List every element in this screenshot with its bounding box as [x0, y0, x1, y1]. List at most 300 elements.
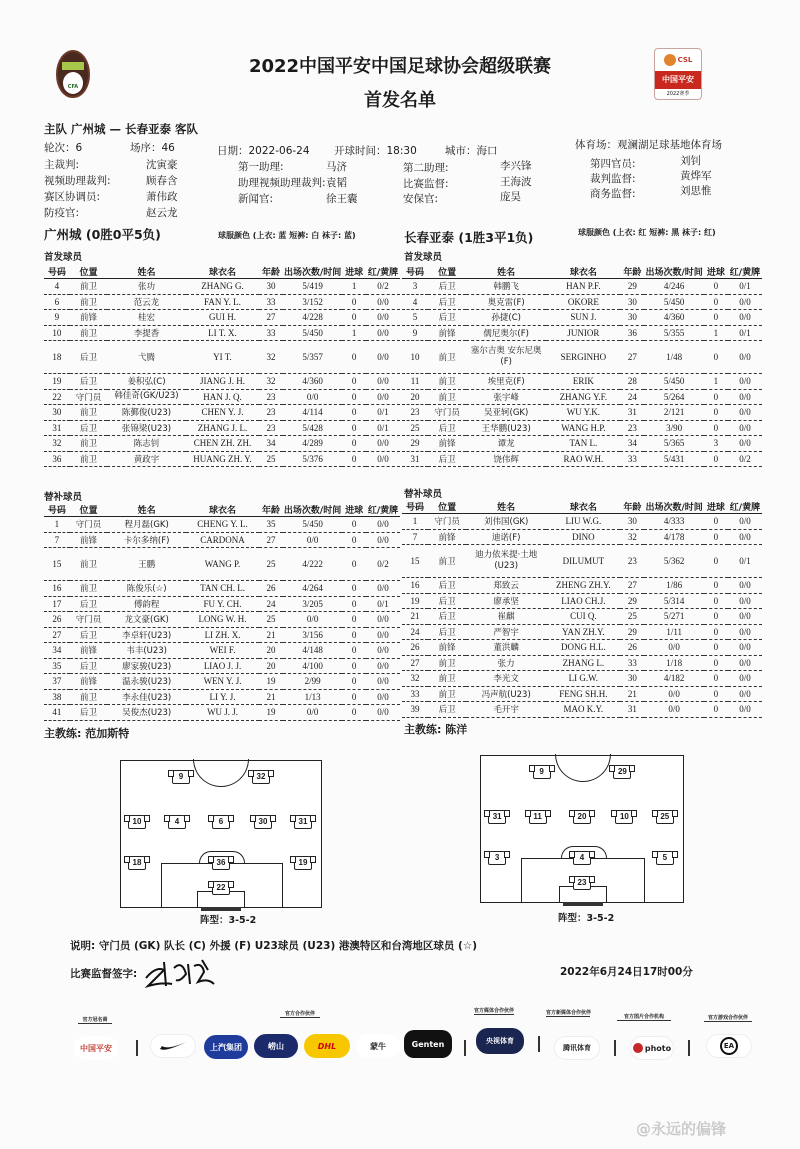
column-header: 进球 [704, 500, 728, 514]
name-cell: 毛开宇 [466, 702, 546, 718]
appearances-cell: 2/99 [283, 674, 342, 690]
cards-cell: 0/0 [366, 517, 400, 533]
age-cell: 27 [620, 341, 644, 374]
cards-cell: 0/1 [366, 405, 400, 421]
table-row [44, 279, 400, 295]
table-row [402, 529, 762, 545]
shirt-name-cell: RAO W.H. [546, 451, 620, 467]
goals-cell: 1 [704, 325, 728, 341]
age-cell: 30 [259, 279, 283, 295]
number-cell: 17 [44, 596, 70, 612]
match-date: 日期：2022-06-24 [217, 145, 310, 157]
age-cell: 29 [620, 593, 644, 609]
name-cell: 傅韵程 [107, 596, 186, 612]
player-shirt-icon: 5 [656, 851, 674, 865]
shirt-name-cell: CHEN ZH. ZH. [186, 436, 259, 452]
home-subs-label: 替补球员 [44, 492, 83, 503]
table-header-row [44, 265, 400, 279]
name-cell: 黄政宇 [107, 451, 186, 467]
cards-cell: 0/0 [728, 655, 762, 671]
shirt-name-cell: WANG H.P. [546, 420, 620, 436]
goals-cell: 0 [704, 405, 728, 421]
table-row [44, 643, 400, 659]
shirt-name-cell: SERGINHO [546, 341, 620, 374]
player-shirt-icon: 10 [615, 810, 633, 824]
player-shirt-icon: 29 [613, 765, 631, 779]
position-cell: 后卫 [428, 420, 466, 436]
position-cell: 前卫 [70, 689, 108, 705]
number-cell: 10 [44, 325, 70, 341]
shirt-name-cell: LI ZH. X. [186, 627, 259, 643]
cards-cell: 0/0 [366, 325, 400, 341]
position-cell: 前卫 [70, 405, 107, 421]
appearances-cell: 5/419 [283, 279, 342, 295]
sponsor-dhl: DHL [304, 1034, 350, 1058]
shirt-name-cell: ZHANG L. [546, 655, 620, 671]
age-cell: 27 [259, 532, 283, 548]
table-row [402, 624, 762, 640]
position-cell: 前卫 [70, 279, 107, 295]
age-cell: 24 [620, 389, 644, 405]
table-row [402, 686, 762, 702]
age-cell: 26 [620, 640, 644, 656]
name-cell: 廖家骏(U23) [107, 658, 186, 674]
cards-cell: 0/0 [366, 705, 400, 721]
appearances-cell: 5/450 [644, 374, 703, 390]
number-cell: 21 [402, 609, 428, 625]
appearances-cell: 3/152 [283, 294, 342, 310]
sponsor-saic: 上汽集团 [204, 1035, 248, 1059]
player-shirt-icon: 32 [252, 770, 270, 784]
column-header: 位置 [70, 265, 107, 279]
shirt-name-cell: ZHANG Y.F. [546, 389, 620, 405]
appearances-cell: 5/365 [644, 436, 703, 452]
column-header: 红/黄牌 [366, 503, 400, 517]
goals-cell: 0 [704, 609, 728, 625]
shirt-name-cell: DONG H.L. [546, 640, 620, 656]
position-cell: 后卫 [70, 596, 108, 612]
age-cell: 25 [259, 451, 283, 467]
table-row [402, 310, 762, 326]
shirt-name-cell: TAN L. [546, 436, 620, 452]
goals-cell: 0 [342, 451, 366, 467]
cards-cell: 0/1 [728, 279, 762, 295]
goals-cell: 0 [342, 517, 366, 533]
shirt-name-cell: ERIK [546, 374, 620, 390]
table-row [44, 581, 400, 597]
cards-cell: 0/0 [366, 341, 400, 374]
position-cell: 前锋 [428, 640, 466, 656]
number-cell: 22 [44, 389, 70, 405]
goals-cell: 0 [342, 405, 366, 421]
appearances-cell: 4/228 [283, 310, 342, 326]
position-cell: 前锋 [70, 532, 108, 548]
table-row [44, 325, 400, 341]
appearances-cell: 1/11 [644, 624, 703, 640]
away-formation: 阵型：3-5-2 [558, 913, 615, 924]
goals-cell: 1 [342, 279, 366, 295]
home-formation-pitch [120, 760, 322, 908]
name-cell: 儒尼奥尔(F) [466, 325, 546, 341]
player-shirt-icon: 31 [294, 815, 312, 829]
number-cell: 4 [44, 279, 70, 295]
age-cell: 30 [620, 514, 644, 530]
goals-cell: 0 [342, 643, 366, 659]
name-cell: 吴亚轲(GK) [466, 405, 546, 421]
player-shirt-icon: 9 [533, 765, 551, 779]
cards-cell: 0/0 [728, 405, 762, 421]
cards-cell: 0/0 [728, 420, 762, 436]
official-name: 刘思惟 [680, 185, 712, 197]
shirt-name-cell: MAO K.Y. [546, 702, 620, 718]
shirt-name-cell: CHEN Y. J. [186, 405, 259, 421]
player-shirt-icon: 11 [529, 810, 547, 824]
position-cell: 前锋 [428, 325, 466, 341]
shirt-name-cell: LI T. X. [186, 325, 259, 341]
document-title: 2022中国平安中国足球协会超级联赛 [248, 56, 552, 77]
age-cell: 33 [259, 325, 283, 341]
table-row [44, 389, 400, 405]
sponsor-group-title: 官方冠名商 [78, 1016, 112, 1024]
cards-cell: 0/1 [366, 596, 400, 612]
player-shirt-icon: 19 [294, 856, 312, 870]
cards-cell: 0/0 [728, 529, 762, 545]
table-row [402, 545, 762, 578]
age-cell: 36 [620, 325, 644, 341]
position-cell: 守门员 [70, 612, 108, 628]
number-cell: 5 [402, 310, 428, 326]
table-header-row [402, 265, 762, 279]
goals-cell: 1 [342, 325, 366, 341]
name-cell: 谭龙 [466, 436, 546, 452]
appearances-cell: 2/121 [644, 405, 703, 421]
cards-cell: 0/0 [366, 436, 400, 452]
number-cell: 16 [402, 578, 428, 594]
table-row [402, 405, 762, 421]
appearances-cell: 4/360 [644, 310, 703, 326]
column-header: 号码 [402, 265, 428, 279]
number-cell: 39 [402, 702, 428, 718]
appearances-cell: 5/450 [644, 294, 703, 310]
table-row [402, 702, 762, 718]
cards-cell: 0/0 [728, 578, 762, 594]
appearances-cell: 3/156 [283, 627, 342, 643]
cards-cell: 0/0 [366, 627, 400, 643]
appearances-cell: 0/0 [644, 640, 703, 656]
player-shirt-icon: 30 [254, 815, 272, 829]
name-cell: 郑致云 [466, 578, 546, 594]
cards-cell: 0/0 [366, 581, 400, 597]
appearances-cell: 0/0 [644, 686, 703, 702]
goals-cell: 0 [704, 686, 728, 702]
age-cell: 30 [620, 294, 644, 310]
age-cell: 23 [259, 420, 283, 436]
position-cell: 前卫 [70, 325, 107, 341]
name-cell: 塞尔吉奥 安东尼奥(F) [466, 341, 546, 374]
official-name: 徐王囊 [326, 193, 358, 205]
cards-cell: 0/1 [366, 420, 400, 436]
position-cell: 前卫 [428, 341, 466, 374]
cards-cell: 0/2 [366, 279, 400, 295]
sponsor-tencent-sports: 腾讯体育 [554, 1036, 600, 1060]
position-cell: 后卫 [428, 593, 466, 609]
match-number: 场序：46 [130, 142, 175, 154]
shirt-name-cell: GUI H. [186, 310, 259, 326]
name-cell: 龙文豪(GK) [107, 612, 186, 628]
watermark: @永远的偏锋 [636, 1120, 727, 1138]
position-cell: 前卫 [70, 436, 107, 452]
shirt-name-cell: YAN ZH.Y. [546, 624, 620, 640]
column-header: 球衣名 [546, 265, 620, 279]
name-cell: 孙捷(C) [466, 310, 546, 326]
sponsor-group-title: 官方图片合作机构 [617, 1013, 671, 1021]
shirt-name-cell: LI G.W. [546, 671, 620, 687]
away-formation-pitch [480, 755, 684, 903]
age-cell: 28 [620, 374, 644, 390]
goals-cell: 0 [342, 705, 366, 721]
number-cell: 31 [44, 420, 70, 436]
name-cell: 饶伟辉 [466, 451, 546, 467]
age-cell: 34 [259, 436, 283, 452]
cards-cell: 0/0 [366, 451, 400, 467]
goals-cell: 0 [704, 529, 728, 545]
player-shirt-icon: 4 [168, 815, 186, 829]
appearances-cell: 5/376 [283, 451, 342, 467]
number-cell: 32 [44, 436, 70, 452]
goals-cell: 0 [704, 578, 728, 594]
age-cell: 23 [259, 389, 283, 405]
table-row [44, 517, 400, 533]
age-cell: 35 [259, 517, 283, 533]
shirt-name-cell: LIAO CH.J. [546, 593, 620, 609]
nike-swoosh-icon [158, 1040, 188, 1052]
number-cell: 7 [402, 529, 428, 545]
appearances-cell: 5/450 [283, 517, 342, 533]
column-header: 位置 [70, 503, 108, 517]
goals-cell: 0 [342, 548, 366, 581]
age-cell: 33 [620, 451, 644, 467]
number-cell: 27 [44, 627, 70, 643]
age-cell: 21 [620, 686, 644, 702]
sponsor-group-title: 官方合作伙伴 [280, 1010, 320, 1018]
column-header: 姓名 [466, 265, 546, 279]
cards-cell: 0/0 [366, 674, 400, 690]
name-cell: 陈志钊 [107, 436, 186, 452]
appearances-cell: 3/90 [644, 420, 703, 436]
table-row [44, 310, 400, 326]
official-name: 李兴锋 [500, 160, 532, 172]
appearances-cell: 4/182 [644, 671, 703, 687]
column-header: 年龄 [259, 503, 283, 517]
goals-cell: 0 [704, 341, 728, 374]
shirt-name-cell: FAN Y. L. [186, 294, 259, 310]
number-cell: 34 [44, 643, 70, 659]
number-cell: 19 [402, 593, 428, 609]
cards-cell: 0/0 [366, 689, 400, 705]
appearances-cell: 4/246 [644, 279, 703, 295]
name-cell: 韩鹏飞 [466, 279, 546, 295]
cards-cell: 0/0 [728, 640, 762, 656]
column-header: 姓名 [466, 500, 546, 514]
shirt-name-cell: YI T. [186, 341, 259, 374]
appearances-cell: 0/0 [283, 612, 342, 628]
table-row [44, 596, 400, 612]
cards-cell: 0/0 [366, 658, 400, 674]
csl-logo: CSL 中国平安 2022赛季 [654, 48, 702, 100]
number-cell: 33 [402, 686, 428, 702]
column-header: 年龄 [620, 265, 644, 279]
home-kit-colors: 球服颜色 (上衣: 蓝 短裤: 白 袜子: 蓝) [218, 231, 356, 240]
position-cell: 后卫 [428, 279, 466, 295]
number-cell: 4 [402, 294, 428, 310]
cards-cell: 0/0 [728, 374, 762, 390]
player-shirt-icon: 36 [212, 856, 230, 870]
number-cell: 19 [44, 374, 70, 390]
appearances-cell: 0/0 [644, 702, 703, 718]
age-cell: 19 [259, 705, 283, 721]
name-cell: 张力 [466, 655, 546, 671]
goals-cell: 0 [342, 596, 366, 612]
appearances-cell: 1/48 [644, 341, 703, 374]
home-starters-table [44, 265, 400, 467]
column-header: 红/黄牌 [366, 265, 400, 279]
number-cell: 29 [402, 436, 428, 452]
age-cell: 23 [620, 545, 644, 578]
position-cell: 后卫 [428, 310, 466, 326]
document-subtitle: 首发名单 [364, 90, 436, 111]
shirt-name-cell: WEI F. [186, 643, 259, 659]
shirt-name-cell: LIU W.G. [546, 514, 620, 530]
table-row [44, 405, 400, 421]
column-header: 号码 [44, 265, 70, 279]
cfa-logo: CFA [56, 50, 90, 98]
column-header: 号码 [44, 503, 70, 517]
column-header: 出场次数/时间 [644, 265, 703, 279]
table-row [402, 420, 762, 436]
age-cell: 32 [620, 529, 644, 545]
appearances-cell: 1/18 [644, 655, 703, 671]
goals-cell: 0 [342, 689, 366, 705]
name-cell: 李永佳(U23) [107, 689, 186, 705]
position-cell: 前卫 [70, 451, 107, 467]
goals-cell: 0 [704, 671, 728, 687]
cards-cell: 0/0 [728, 310, 762, 326]
appearances-cell: 5/450 [283, 325, 342, 341]
sponsor-pingan: 中国平安 [74, 1036, 118, 1060]
number-cell: 27 [402, 655, 428, 671]
official-name: 庞昊 [500, 191, 521, 203]
goals-cell: 0 [704, 420, 728, 436]
name-cell: 迪诺(F) [466, 529, 546, 545]
appearances-cell: 1/86 [644, 578, 703, 594]
cards-cell: 0/0 [366, 532, 400, 548]
appearances-cell: 5/428 [283, 420, 342, 436]
position-cell: 前卫 [70, 548, 108, 581]
table-row [44, 627, 400, 643]
name-cell: 吴俊杰(U23) [107, 705, 186, 721]
goals-cell: 0 [342, 294, 366, 310]
column-header: 球衣名 [186, 265, 259, 279]
name-cell: 迪力依米提·土地(U23) [466, 545, 546, 578]
age-cell: 34 [620, 436, 644, 452]
position-cell: 守门员 [428, 405, 466, 421]
sponsor-laoshan: 崂山 [254, 1034, 298, 1058]
name-cell: 王华鹏(U23) [466, 420, 546, 436]
column-header: 出场次数/时间 [644, 500, 703, 514]
sponsor-mengniu: 蒙牛 [356, 1034, 400, 1058]
shirt-name-cell: FENG SH.H. [546, 686, 620, 702]
name-cell: 奥克雷(F) [466, 294, 546, 310]
appearances-cell: 4/100 [283, 658, 342, 674]
shirt-name-cell: ZHANG J. L. [186, 420, 259, 436]
shirt-name-cell: LI Y. J. [186, 689, 259, 705]
goals-cell: 0 [704, 593, 728, 609]
number-cell: 20 [402, 389, 428, 405]
number-cell: 11 [402, 374, 428, 390]
appearances-cell: 4/222 [283, 548, 342, 581]
official-name: 黄烨军 [680, 170, 712, 182]
official-name: 赵云龙 [146, 207, 178, 219]
table-row [44, 294, 400, 310]
table-row [402, 514, 762, 530]
position-cell: 后卫 [428, 578, 466, 594]
table-row [44, 532, 400, 548]
cards-cell: 0/0 [366, 389, 400, 405]
column-header: 红/黄牌 [728, 500, 762, 514]
position-cell: 前锋 [428, 529, 466, 545]
number-cell: 36 [44, 451, 70, 467]
column-header: 进球 [704, 265, 728, 279]
sponsor-cctv-sports: 央视体育 [476, 1028, 524, 1054]
position-cell: 前卫 [428, 655, 466, 671]
age-cell: 23 [259, 405, 283, 421]
column-header: 进球 [342, 503, 366, 517]
number-cell: 26 [44, 612, 70, 628]
goals-cell: 0 [342, 389, 366, 405]
goals-cell: 0 [342, 581, 366, 597]
goals-cell: 0 [342, 674, 366, 690]
position-cell: 守门员 [70, 517, 108, 533]
shirt-name-cell: OKORE [546, 294, 620, 310]
name-cell: 李光文 [466, 671, 546, 687]
official-name: 王海波 [500, 176, 532, 188]
table-row [402, 294, 762, 310]
number-cell: 1 [44, 517, 70, 533]
position-cell: 前锋 [70, 674, 108, 690]
signature-datetime: 2022年6月24日17时00分 [560, 966, 693, 978]
age-cell: 25 [259, 548, 283, 581]
goals-cell: 0 [704, 702, 728, 718]
table-row [44, 689, 400, 705]
table-row [402, 609, 762, 625]
goals-cell: 0 [704, 624, 728, 640]
shirt-name-cell: WEN Y. J. [186, 674, 259, 690]
cards-cell: 0/0 [366, 643, 400, 659]
name-cell: 王鹏 [107, 548, 186, 581]
goals-cell: 0 [704, 655, 728, 671]
goals-cell: 1 [704, 374, 728, 390]
sponsor-nike [150, 1034, 196, 1058]
away-subs-table [402, 500, 762, 718]
goals-cell: 0 [342, 658, 366, 674]
player-shirt-icon: 22 [212, 881, 230, 895]
position-cell: 后卫 [70, 627, 108, 643]
legend-note: 说明: 守门员 (GK) 队长 (C) 外援 (F) U23球员 (U23) 港澳特区和台湾地区球员 (☆) [70, 940, 478, 952]
position-cell: 后卫 [428, 624, 466, 640]
appearances-cell: 1/13 [283, 689, 342, 705]
position-cell: 后卫 [70, 374, 107, 390]
stadium: 体育场：观澜湖足球基地体育场 [575, 139, 722, 151]
